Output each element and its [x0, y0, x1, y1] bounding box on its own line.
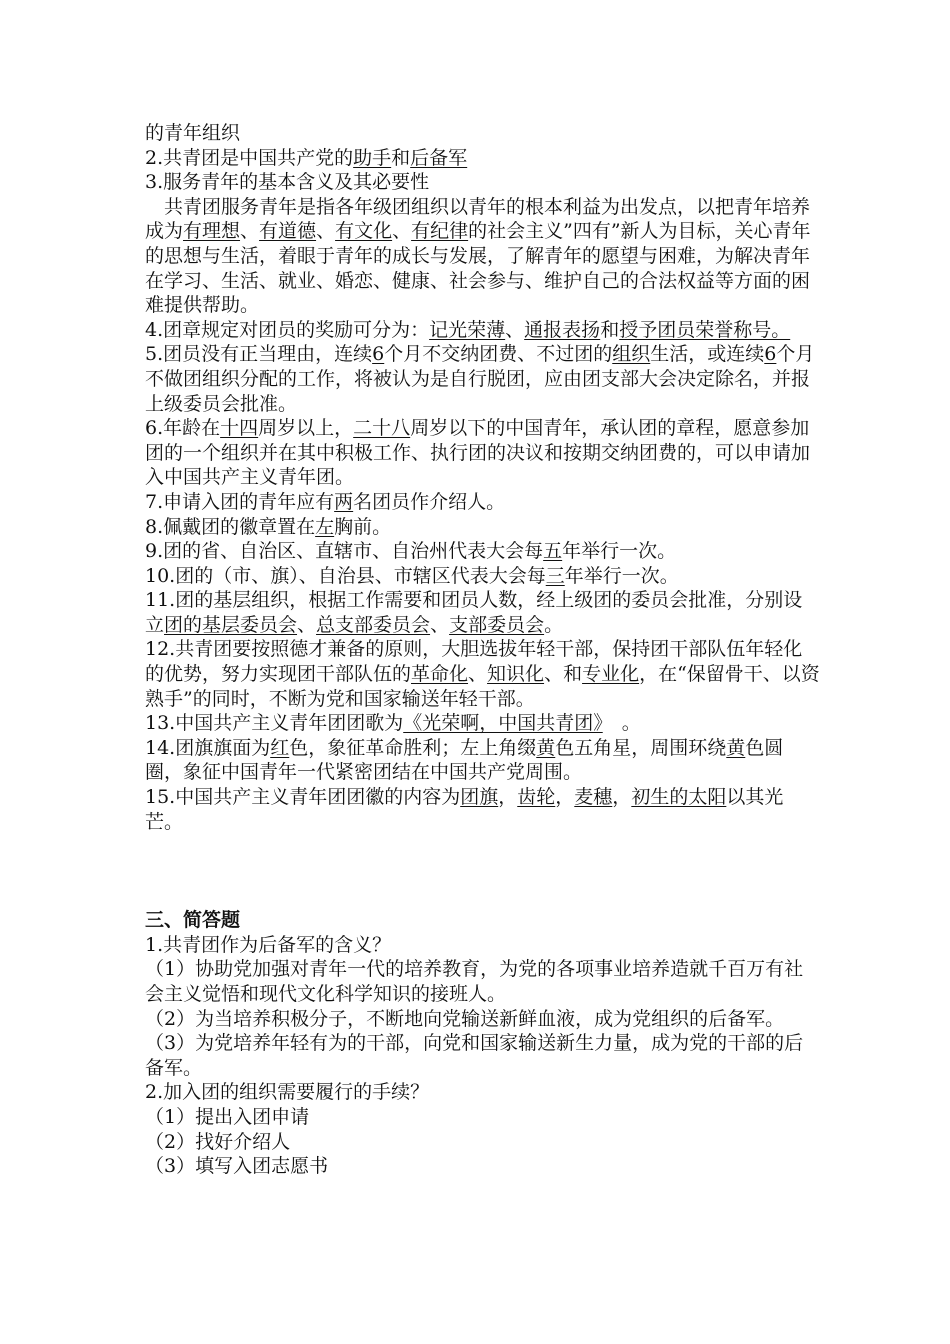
paragraph-text: 3.服务青年的基本含义及其必要性: [145, 171, 430, 194]
paragraph: [145, 146, 820, 171]
answer-blank: 有纪律: [411, 220, 469, 243]
paragraph-text: 15.中国共产主义青年团团徽的内容为: [145, 786, 461, 809]
paragraph-text: 周岁以下的中国青年，承认团的章程，愿意参加团的一个组织并在其中积极工作、执行团的决议和按期交纳团费的，可以申请加入中国共产主义青年团。: [145, 417, 811, 489]
paragraph-text: 周岁以上，: [258, 417, 354, 440]
answer-blank: 6: [764, 343, 777, 366]
answer-blank: 三: [545, 564, 565, 587]
answer-blank: 《光荣啊，中国共青团》: [403, 712, 603, 735]
paragraph-text: ，: [612, 786, 632, 809]
answer-blank: 记光荣薄: [429, 318, 506, 341]
answer-blank: 专业化: [582, 663, 640, 686]
paragraph: [145, 170, 820, 195]
answer-blank: 有道德: [259, 220, 317, 243]
paragraph: [145, 195, 820, 318]
answer-blank: 左: [315, 515, 335, 538]
answer-blank: 组织: [612, 343, 651, 366]
answer-blank: 红: [270, 736, 290, 759]
paragraph-text: 的社会主义”四有”新人为目标，关心青年的思想与生活，着眼于青年的成长与发展，了解青年的愿望与困难，为解决青年在学习、生活、就业、婚恋、健康、社会参与、维护自己的合法权益等方面的困难提供帮助。: [145, 220, 811, 317]
answer-blank: 有文化: [335, 220, 393, 243]
paragraph-text: 12.共青团要按照德才兼备的原则，大胆选拔年轻干部，保持团干部队伍年轻化的优势，努力实现团干部队伍的: [145, 638, 803, 686]
answer-blank: 助手: [353, 146, 392, 169]
paragraph-text: 年举行一次。: [564, 564, 679, 587]
paragraph-text: 、: [240, 220, 260, 243]
section-spacer: [145, 834, 820, 908]
answer-blank: 两: [334, 490, 354, 513]
paragraph-text: 、: [316, 220, 336, 243]
paragraph: [145, 121, 820, 146]
section-heading: 三、简答题: [145, 909, 241, 932]
paragraph-text: 生活，或连续: [650, 343, 765, 366]
answer-line: （3）填写入团志愿书: [145, 1155, 329, 1178]
paragraph: [145, 416, 820, 490]
paragraph-text: 13.中国共产主义青年团团歌为: [145, 712, 404, 735]
answer-blank: 五: [543, 540, 563, 563]
paragraph: [145, 588, 820, 637]
paragraph-text: 2.共青团是中国共产党的: [145, 146, 354, 169]
paragraph: [145, 711, 820, 736]
short-answer-items: [145, 933, 820, 1179]
paragraph: [145, 736, 820, 785]
paragraph: [145, 490, 820, 515]
paragraph-text: 6.年龄在: [145, 417, 221, 440]
paragraph-text: 、: [505, 318, 525, 341]
paragraph-text: 色，象征革命胜利；左上角缀: [289, 736, 537, 759]
answer-line: （1）协助党加强对青年一代的培养教育，为党的各项事业培养造就千百万有社会主义觉悟和现代文化科学知识的接班人。: [145, 958, 804, 1005]
paragraph-text: 和: [391, 146, 411, 169]
paragraph-text: 11.团的基层组织，根据工作需要和团员人数，经上级团的委员会批准，分别设立: [145, 589, 803, 636]
answer-blank: 总支部委员会: [316, 613, 431, 636]
answer-blank: 麦穗: [574, 786, 613, 809]
paragraph-text: 个月不交纳团费、不过团的: [384, 343, 613, 366]
paragraph-text: 以其光芒。: [145, 786, 784, 833]
answer-blank: 黄: [536, 736, 556, 759]
paragraph-text: 的青年组织: [145, 122, 241, 144]
paragraph-text: ，在“保留骨干、以资熟手”的同时，不断为党和国家输送年轻干部。: [145, 663, 820, 710]
answer-blank: 初生的太阳: [631, 786, 727, 809]
answer-blank: 革命化: [411, 663, 469, 686]
paragraph: [145, 564, 820, 589]
paragraph-text: ，: [498, 786, 518, 809]
paragraph: [145, 785, 820, 834]
fill-in-items: [145, 121, 820, 834]
paragraph-text: 色圆圈，象征中国青年一代紧密团结在中国共产党周围。: [145, 736, 784, 784]
answer-blank: 团旗: [460, 786, 499, 809]
paragraph-text: 胸前。: [334, 515, 392, 538]
answer-line: 1.共青团作为后备军的含义？: [145, 933, 392, 956]
answer-line: （3）为党培养年轻有为的干部，向党和国家输送新生力量，成为党的干部的后备军。: [145, 1032, 804, 1079]
paragraph-text: 名团员作介绍人。: [353, 490, 506, 513]
answer-blank: 有理想: [183, 220, 241, 243]
answer-blank: 后备军: [410, 146, 468, 169]
paragraph-text: 、: [468, 663, 488, 686]
paragraph-text: 个月不做团组织分配的工作，将被认为是自行脱团，应由团支部大会决定除名，并报上级委员会批准。: [145, 343, 815, 415]
answer-line: （2）找好介绍人: [145, 1130, 291, 1153]
paragraph-text: 。: [544, 613, 564, 636]
answer-blank: 授予团员荣誉称号。: [619, 318, 791, 341]
answer-blank: 支部委员会: [449, 613, 545, 636]
paragraph-text: 、和: [544, 663, 583, 686]
paragraph-text: 色五角星，周围环绕: [555, 736, 727, 759]
paragraph: [145, 637, 820, 711]
paragraph-text: 5.团员没有正当理由，连续: [145, 343, 373, 366]
paragraph: [145, 515, 820, 540]
paragraph-text: 9.团的省、自治区、直辖市、自治州代表大会每: [145, 540, 544, 563]
answer-line: （2）为当培养积极分子，不断地向党输送新鲜血液，成为党组织的后备军。: [145, 1007, 785, 1030]
answer-blank: 团的基层委员会: [164, 613, 298, 636]
answer-blank: 十四: [220, 417, 259, 440]
paragraph-text: 年举行一次。: [562, 540, 677, 563]
paragraph-text: ，: [555, 786, 575, 809]
paragraph-text: 和: [600, 318, 620, 341]
paragraph: [145, 342, 820, 416]
paragraph-text: 8.佩戴团的徽章置在: [145, 515, 316, 538]
answer-blank: 6: [372, 343, 385, 366]
paragraph-text: 、: [430, 613, 450, 636]
paragraph-text: 14.团旗旗面为: [145, 736, 271, 759]
paragraph-text: 、: [392, 220, 412, 243]
paragraph-text: 、: [297, 613, 317, 636]
paragraph-text: 4.团章规定对团员的奖励可分为：: [145, 318, 430, 341]
paragraph-text: 10.团的（市、旗）、自治县、市辖区代表大会每: [145, 564, 546, 587]
answer-blank: 知识化: [487, 663, 545, 686]
paragraph-text: 7.申请入团的青年应有: [145, 490, 335, 513]
answer-line: （1）提出入团申请: [145, 1105, 310, 1128]
answer-blank: 黄: [726, 736, 746, 759]
answer-blank: 齿轮: [517, 786, 556, 809]
paragraph-text: 。: [602, 712, 641, 735]
answer-blank: 二十八: [353, 417, 411, 440]
answer-blank: 通报表扬: [524, 318, 601, 341]
paragraph: [145, 539, 820, 564]
paragraph-text: 共青团服务青年是指各年级团组织以青年的根本利益为出发点，以把青年培养成为: [145, 195, 811, 243]
paragraph: [145, 318, 820, 343]
answer-line: 2.加入团的组织需要履行的手续？: [145, 1081, 430, 1104]
